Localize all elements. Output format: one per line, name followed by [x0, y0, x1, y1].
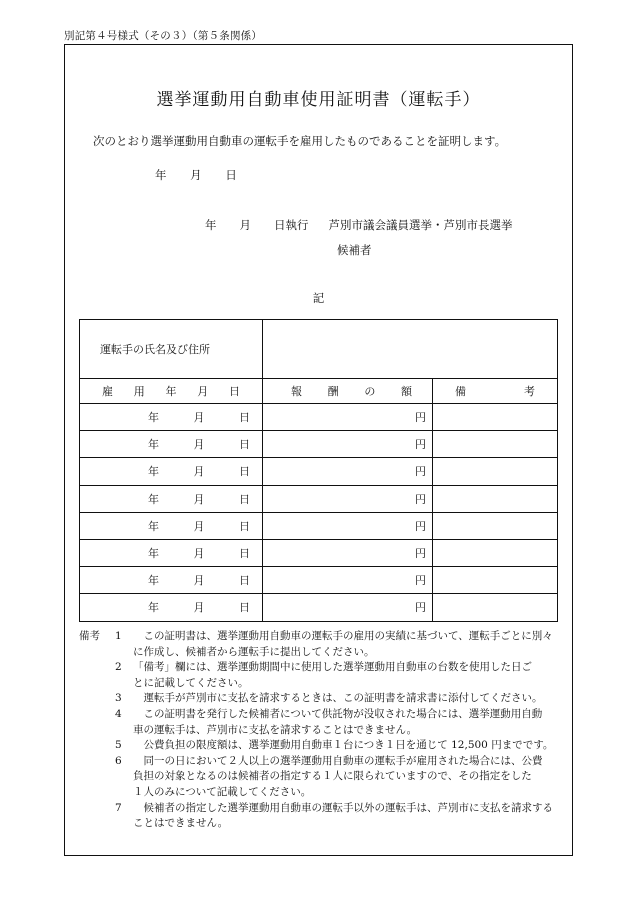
table-row: [80, 458, 558, 485]
table-row: [80, 485, 558, 512]
driver-name-address-label: 運転手の氏名及び住所: [80, 320, 263, 379]
notes-section: [79, 629, 564, 832]
note-text-line: とに記載してください。: [133, 676, 249, 689]
hire-date-header: 雇 用 年 月 日: [102, 385, 240, 398]
date-day: 日: [225, 168, 237, 182]
hire-date-cell[interactable]: 年 月 日: [80, 594, 263, 621]
form-number-header: 別記第４号様式（その３）（第５条関係）: [64, 30, 263, 42]
note-item: [79, 754, 564, 801]
note-number: 5: [115, 739, 122, 752]
ki-heading: 記: [312, 291, 325, 305]
note-number: 3: [115, 692, 122, 705]
remarks-cell[interactable]: [433, 485, 558, 512]
note-item: [79, 707, 564, 738]
table-row: [80, 539, 558, 566]
table-row: [80, 404, 558, 431]
table-row: [80, 594, 558, 621]
remarks-cell[interactable]: [433, 594, 558, 621]
document-title: 選挙運動用自動車使用証明書（運転手）: [156, 90, 481, 110]
note-number: 4: [115, 707, 122, 720]
notes-label: 備考: [79, 630, 100, 642]
hire-date-cell[interactable]: 年 月 日: [80, 431, 263, 458]
note-text-line: に作成し、候補者から運転手に提出してください。: [133, 645, 375, 658]
column-header-row: [80, 379, 558, 404]
hire-date-cell[interactable]: 年 月 日: [80, 539, 263, 566]
note-text-line: ことはできません。: [133, 817, 229, 830]
note-number: 1: [115, 630, 122, 642]
candidate-label: 候補者: [337, 243, 372, 257]
remuneration-cell[interactable]: 円: [263, 485, 433, 512]
note-text-line: 「備考」欄には、選挙運動期間中に使用した選挙運動用自動車の台数を使用した日ご: [133, 661, 532, 674]
intro-statement: 次のとおり選挙運動用自動車の運転手を雇用したものであることを証明します。: [93, 134, 507, 148]
note-text-line: 同一の日において２人以上の選挙運動用自動車の運転手が雇用された場合には、公費: [133, 754, 543, 767]
note-text-line: この証明書は、選挙運動用自動車の運転手の雇用の実績に基づいて、運転手ごとに別々: [133, 630, 553, 642]
remarks-header: 備 考: [455, 385, 535, 398]
certification-date: [155, 167, 237, 183]
remuneration-cell[interactable]: 円: [263, 458, 433, 485]
note-item: [79, 801, 564, 832]
note-text-line: １人のみについて記載してください。: [133, 785, 312, 798]
note-text-line: この証明書を発行した候補者について供託物が没収された場合には、選挙運動用自動: [133, 707, 543, 720]
hire-date-cell[interactable]: 年 月 日: [80, 567, 263, 594]
note-text-line: 運転手が芦別市に支払を請求するときは、この証明書を請求書に添付してください。: [133, 692, 543, 705]
note-item: [79, 660, 564, 691]
note-item: [79, 629, 564, 660]
certificate-frame: [64, 44, 573, 856]
remuneration-cell[interactable]: 円: [263, 567, 433, 594]
date-year: 年: [155, 168, 167, 182]
remuneration-cell[interactable]: 円: [263, 431, 433, 458]
remuneration-header: 報 酬 の 額: [291, 385, 412, 398]
note-text-line: 候補者の指定した選挙運動用自動車の運転手以外の運転手は、芦別市に支払を請求する: [133, 801, 553, 814]
note-number: 7: [115, 801, 122, 814]
table-row: [80, 567, 558, 594]
remarks-cell[interactable]: [433, 431, 558, 458]
date-month: 月: [190, 168, 202, 182]
note-text-line: 公費負担の限度額は、選挙運動用自動車１台につき１日を通じて 12,500 円までです。: [133, 739, 554, 752]
note-item: [79, 738, 564, 754]
note-number: 6: [115, 754, 122, 767]
note-text-line: 負担の対象となるのは候補者の指定する１人に限られていますので、その指定をした: [133, 770, 532, 783]
remuneration-cell[interactable]: 円: [263, 539, 433, 566]
election-execution-line: [205, 217, 513, 233]
remarks-cell[interactable]: [433, 567, 558, 594]
remarks-cell[interactable]: [433, 404, 558, 431]
note-item: [79, 691, 564, 707]
remuneration-cell[interactable]: 円: [263, 512, 433, 539]
election-name: 芦別市議会議員選挙・芦別市長選挙: [328, 218, 513, 232]
note-text-line: 車の運転手は、芦別市に支払を請求することはできません。: [133, 723, 418, 736]
table-row: [80, 431, 558, 458]
remarks-cell[interactable]: [433, 512, 558, 539]
table-row: [80, 512, 558, 539]
remuneration-cell[interactable]: 円: [263, 404, 433, 431]
execution-date: 年 月 日執行: [205, 218, 309, 232]
remuneration-cell[interactable]: 円: [263, 594, 433, 621]
driver-employment-table: [79, 319, 558, 622]
hire-date-cell[interactable]: 年 月 日: [80, 512, 263, 539]
remarks-cell[interactable]: [433, 539, 558, 566]
hire-date-cell[interactable]: 年 月 日: [80, 458, 263, 485]
hire-date-cell[interactable]: 年 月 日: [80, 404, 263, 431]
hire-date-cell[interactable]: 年 月 日: [80, 485, 263, 512]
driver-info-row: [80, 320, 558, 379]
remarks-cell[interactable]: [433, 458, 558, 485]
note-number: 2: [115, 661, 122, 674]
driver-name-address-field[interactable]: [263, 320, 558, 379]
